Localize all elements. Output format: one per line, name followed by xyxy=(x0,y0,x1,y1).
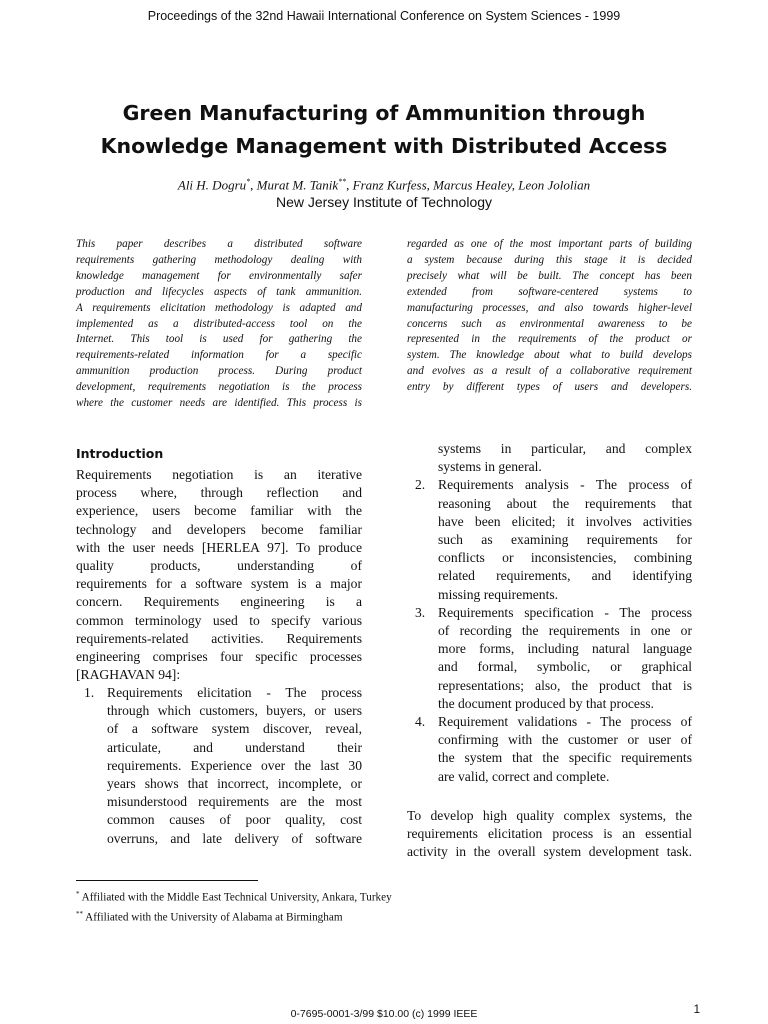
text-line: through which customers, buyers, or users xyxy=(107,703,362,719)
list-item-validation xyxy=(407,713,692,786)
abstract-line: entry by different types of users and developers. xyxy=(407,381,692,394)
abstract-line: concerns such as environmental awareness to be xyxy=(407,317,692,330)
abstract-line: a system because during this stage it is decided xyxy=(407,253,692,266)
text-line: Requirements analysis - The process of xyxy=(438,477,692,493)
text-line: Requirement validations - The process of xyxy=(438,714,692,730)
text-line: misunderstood requirements are the most xyxy=(107,794,362,810)
text-line: systems in general. xyxy=(438,459,542,475)
text-line: process where, through reflection and xyxy=(76,485,362,501)
abstract-line: regarded as one of the most important parts of building xyxy=(407,238,692,250)
abstract-right-column xyxy=(407,237,692,396)
paper-title xyxy=(40,97,728,163)
abstract-left-column xyxy=(76,237,362,412)
text-line: the document produced by that process. xyxy=(438,695,654,711)
list-number: 4. xyxy=(415,714,426,730)
text-line: quality products, understanding of xyxy=(76,558,362,574)
abstract-line: production and lifecycles aspects of tank ammunition. xyxy=(76,285,362,298)
process-list-right xyxy=(407,440,692,786)
text-line: confirming with the customer or user of xyxy=(438,732,692,748)
text-line: requirements elicitation process is an essential xyxy=(407,826,692,842)
text-line: the system that the specific requirements xyxy=(438,750,692,766)
affiliation: New Jersey Institute of Technology xyxy=(275,194,493,210)
section-heading-introduction: Introduction xyxy=(76,446,164,461)
author-1: Ali H. Dogru xyxy=(177,177,247,193)
author-2-footnote-mark: ** xyxy=(338,177,347,186)
list-item-elicitation xyxy=(76,684,362,848)
footnote-divider xyxy=(76,880,258,881)
list-number: 2. xyxy=(415,477,426,493)
author-list xyxy=(0,177,768,193)
footnotes xyxy=(76,886,676,925)
other-authors: , Franz Kurfess, Marcus Healey, Leon Jololian xyxy=(346,177,591,193)
text-line: and formal, symbolic, or graphical xyxy=(438,659,692,675)
text-line: more forms, including natural language xyxy=(438,641,692,657)
text-line: representations; also, the product that is xyxy=(438,677,692,693)
text-line: Requirements specification - The process xyxy=(438,604,692,620)
text-line: missing requirements. xyxy=(438,586,559,602)
text-line: conflicts or inconsistencies, combining xyxy=(438,550,692,566)
list-number: 1. xyxy=(84,685,95,700)
text-line: years shows that incorrect, incomplete, or xyxy=(107,776,362,792)
footnote-2 xyxy=(76,906,676,926)
footnote-1-text: Affiliated with the Middle East Technical University, Ankara, Turkey xyxy=(79,891,392,904)
text-line: engineering comprises four specific processes xyxy=(76,649,362,665)
list-item-continuation xyxy=(407,440,692,476)
abstract-line: precisely what will be built. The concept has been xyxy=(407,269,692,282)
text-line: such as examining requirements for xyxy=(438,532,692,548)
footnote-1 xyxy=(76,886,676,906)
closing-paragraph xyxy=(407,807,692,862)
text-line: reasoning about the requirements that xyxy=(438,495,692,511)
abstract-line: A requirements elicitation methodology is adapted and xyxy=(76,301,362,314)
process-list-left xyxy=(76,684,362,848)
text-line: systems in particular, and complex xyxy=(438,441,692,456)
footnote-1-mark: * xyxy=(76,890,80,898)
list-item-analysis xyxy=(407,476,692,603)
author-2: , Murat M. Tanik xyxy=(250,177,339,193)
abstract-line: implemented as a distributed-access tool on the xyxy=(76,317,362,330)
abstract-line: development, requirements negotiation is the process xyxy=(76,381,362,394)
running-header: Proceedings of the 32nd Hawaii International Conference on System Sciences - 1999 xyxy=(147,9,621,23)
copyright-notice: 0-7695-0001-3/99 $10.00 (c) 1999 IEEE xyxy=(290,1008,478,1020)
footnote-2-mark: ** xyxy=(76,909,83,918)
abstract-line: represented in the requirements of the product or xyxy=(407,333,692,346)
abstract-line: system. The knowledge about what to build develops xyxy=(407,349,692,362)
abstract-line: knowledge management for environmentally safer xyxy=(76,269,362,282)
abstract-line: requirements-related information for a specific xyxy=(76,349,362,362)
abstract-line: and evolves as a result of a collaborative requirement xyxy=(407,365,692,378)
text-line: are valid, correct and complete. xyxy=(438,768,610,784)
text-line: experience, users become familiar with the xyxy=(76,503,362,519)
list-number: 3. xyxy=(415,604,426,620)
text-line: [RAGHAVAN 94]: xyxy=(76,667,181,683)
text-line: common terminology used to specify various xyxy=(76,612,362,628)
text-line: have been elicited; it involves activities xyxy=(438,513,692,529)
text-line: To develop high quality complex systems, the xyxy=(407,808,692,823)
abstract-line: where the customer needs are identified. This process is xyxy=(76,397,362,410)
text-line: concern. Requirements engineering is a xyxy=(76,594,362,610)
text-line: common causes of poor quality, cost xyxy=(107,812,362,828)
title-line-1: Green Manufacturing of Ammunition through xyxy=(122,101,646,125)
text-line: technology and developers become familiar xyxy=(76,521,362,537)
abstract-line: requirements gathering methodology dealing with xyxy=(76,253,362,266)
author-1-footnote-mark: * xyxy=(246,177,251,186)
abstract-line: extended from software-centered systems to xyxy=(407,285,692,298)
list-item-specification xyxy=(407,604,692,713)
abstract-line: manufacturing processes, and also towards higher-level xyxy=(407,301,692,314)
text-line: of a software system discover, reveal, xyxy=(107,721,362,737)
footnote-2-text: Affiliated with the University of Alabama at Birmingham xyxy=(83,911,343,924)
text-line: Requirements elicitation - The process xyxy=(107,685,362,700)
abstract-line: Internet. This tool is used for gathering the xyxy=(76,333,362,346)
abstract-line: This paper describes a distributed software xyxy=(76,238,362,250)
text-line: overruns, and late delivery of software xyxy=(107,830,362,846)
text-line: Requirements negotiation is an iterative xyxy=(76,467,362,482)
text-line: activity in the overall system development task. xyxy=(407,844,692,860)
text-line: with the user needs [HERLEA 97]. To produce xyxy=(76,539,362,555)
abstract-line: ammunition production process. During product xyxy=(76,365,362,378)
text-line: of recording the requirements in one or xyxy=(438,623,692,639)
text-line: requirements-related activities. Requirements xyxy=(76,630,362,646)
text-line: requirements. Experience over the last 30 xyxy=(107,757,362,773)
introduction-paragraph xyxy=(76,466,362,684)
text-line: related requirements, and identifying xyxy=(438,568,692,584)
text-line: requirements for a software system is a major xyxy=(76,576,362,592)
page-number: 1 xyxy=(693,1004,700,1016)
title-line-2: Knowledge Management with Distributed Access xyxy=(100,134,668,158)
text-line: articulate, and understand their xyxy=(107,739,362,755)
